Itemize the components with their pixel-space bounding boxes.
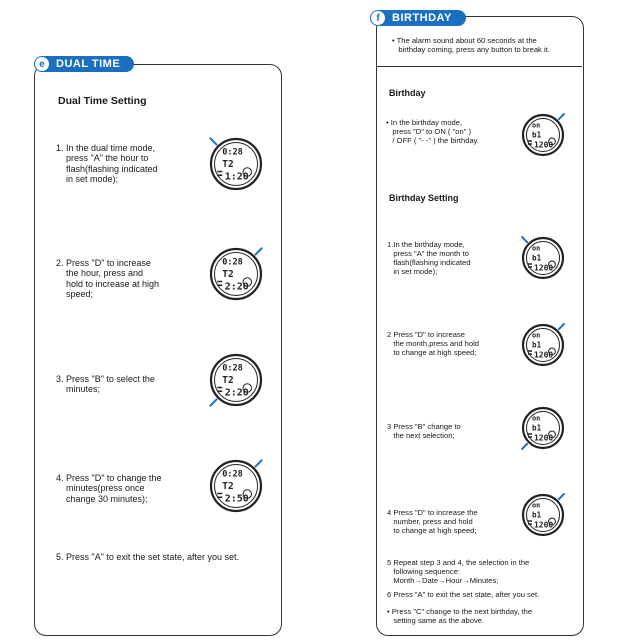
watch-display-bottom: 2:20 (224, 387, 249, 399)
birthday-step-5: 5 Repeat step 3 and 4, the selection in the following sequence: Month→Date→Hour→Minutes; (387, 558, 530, 585)
birthday-step-2: 2 Press "D" to increase the month,press and hold to change at high speed; (387, 330, 480, 357)
watch-display-top: on (532, 501, 541, 510)
birthday-step-4: 4 Press "D" to increase the number, press and hold to change at high speed; (387, 508, 478, 535)
dual-time-heading: Dual Time Setting (58, 95, 147, 107)
birthday-step-3: 3 Press "B" change to the next selection; (387, 422, 461, 440)
watch-display-bottom: 2:20 (224, 281, 249, 293)
watch-display-mid: b1 (532, 253, 542, 263)
watch-display-bottom: 1200 (534, 350, 554, 360)
watch-display-mid: T2 (222, 375, 234, 386)
birthday-watch-3 (515, 317, 571, 373)
dual-time-tab-label: DUAL TIME (44, 56, 134, 72)
watch-display-top: on (532, 244, 541, 253)
birthday-next-note: • Press "C" change to the next birthday, the setting same as the above. (387, 607, 533, 625)
birthday-step-1: 1.In the birthday mode, press "A" the month to flash(flashing indicated in set mode); (387, 240, 471, 276)
birthday-tab (370, 9, 466, 27)
watch-display-bottom: 1200 (534, 433, 554, 443)
watch-display-bottom: 1200 (534, 520, 554, 530)
alarm-note: • The alarm sound about 60 seconds at the birthday coming, press any button to break it. (392, 36, 550, 54)
watch-display-top: 0:28 (222, 363, 243, 374)
dual-time-step-4: 4. Press "D" to change the minutes(press once change 30 minutes); (56, 473, 162, 504)
birthday-heading: Birthday (389, 88, 426, 98)
birthday-watch-1 (515, 107, 571, 163)
birthday-watch-4 (515, 400, 571, 456)
watch-display-top: 0:28 (222, 147, 243, 158)
section-letter-f: f (370, 10, 386, 26)
dual-time-step-1: 1. In the dual time mode, press "A" the hour to flash(flashing indicated in set mode); (56, 143, 158, 185)
dual-time-watch-2 (203, 241, 269, 307)
watch-display-mid: T2 (222, 269, 234, 280)
dual-time-watch-1 (203, 131, 269, 197)
dual-time-watch-4 (203, 453, 269, 519)
watch-display-mid: b1 (532, 130, 542, 140)
section-letter-e: e (34, 56, 50, 72)
birthday-step-6: 6 Press "A" to exit the set state, after you set. (387, 590, 540, 599)
birthday-watch-5 (515, 487, 571, 543)
watch-display-mid: T2 (222, 159, 234, 170)
watch-display-top: 0:28 (222, 257, 243, 268)
watch-display-mid: b1 (532, 510, 542, 520)
birthday-tab-label: BIRTHDAY (380, 10, 466, 26)
watch-display-bottom: 1200 (534, 263, 554, 273)
birthday-divider (376, 66, 582, 67)
watch-display-mid: b1 (532, 423, 542, 433)
watch-display-mid: b1 (532, 340, 542, 350)
watch-display-top: on (532, 121, 541, 130)
watch-display-bottom: 1200 (534, 140, 554, 150)
dual-time-step-5: 5. Press "A" to exit the set state, after you set. (56, 552, 239, 562)
watch-display-top: on (532, 331, 541, 340)
birthday-onoff-text: • In the birthday mode, press "D" to ON ( "on" ) / OFF ( "- -" ) the birthday. (386, 118, 480, 145)
watch-display-bottom: 1:20 (224, 171, 249, 183)
watch-display-top: on (532, 414, 541, 423)
birthday-setting-heading: Birthday Setting (389, 193, 459, 203)
birthday-watch-2 (515, 230, 571, 286)
watch-display-bottom: 2:50 (224, 493, 249, 505)
dual-time-tab (34, 55, 134, 73)
watch-display-top: 0:28 (222, 469, 243, 480)
dual-time-watch-3 (203, 347, 269, 413)
dual-time-step-3: 3. Press "B" to select the minutes; (56, 374, 155, 395)
watch-display-mid: T2 (222, 481, 234, 492)
dual-time-step-2: 2. Press "D" to increase the hour, press and hold to increase at high speed; (56, 258, 160, 300)
